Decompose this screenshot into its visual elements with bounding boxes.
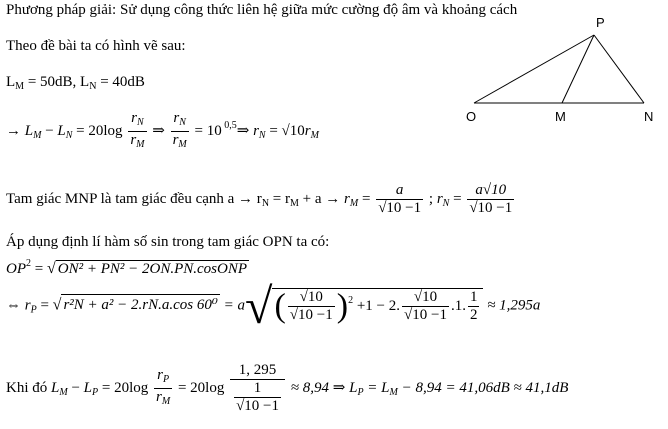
op-squared-equation bbox=[6, 258, 249, 278]
fraction-denominator: √10 −1 bbox=[236, 398, 280, 414]
log-expression: = 20log bbox=[98, 379, 149, 396]
rn-fraction bbox=[467, 182, 514, 217]
equivalence-arrow: ⇔ bbox=[6, 297, 25, 314]
equilateral-triangle-equation bbox=[6, 182, 516, 217]
fraction-numerator: a bbox=[376, 182, 423, 200]
level-difference-equation bbox=[6, 110, 319, 153]
square-exponent: 2 bbox=[26, 258, 31, 269]
fraction-numerator: 1, 295 bbox=[230, 362, 285, 380]
rm-subscript: M bbox=[290, 197, 299, 209]
lm-subscript: M bbox=[33, 129, 42, 141]
product-dots: .1. bbox=[450, 297, 466, 314]
log-expression: = 20log bbox=[72, 122, 123, 139]
rm-subscript: M bbox=[178, 139, 187, 150]
fraction-denominator: 2 bbox=[469, 307, 478, 323]
sine-law-intro: Áp dụng định lí hàm số sin trong tam giác OPN ta có: bbox=[6, 234, 330, 250]
triangle-figure bbox=[460, 14, 660, 124]
rm-symbol: r bbox=[130, 132, 137, 148]
fraction-denominator bbox=[171, 132, 189, 153]
figure-intro-text: Theo đề bài ta có hình vẽ sau: bbox=[6, 38, 186, 54]
rm-subscript: M bbox=[349, 197, 359, 209]
rm-symbol: r bbox=[156, 389, 162, 405]
final-result: − 8,94 = 41,06dB ≈ 41,1dB bbox=[397, 379, 569, 396]
fraction-denominator bbox=[154, 389, 172, 410]
given-values bbox=[6, 74, 145, 92]
rn-subscript: N bbox=[258, 129, 266, 141]
then-text: Khi đó bbox=[6, 379, 51, 396]
fraction-denominator: √10 −1 bbox=[289, 307, 333, 323]
separator: ; bbox=[425, 190, 437, 207]
rp-equation bbox=[6, 278, 541, 334]
rp-subscript: P bbox=[30, 304, 37, 316]
fraction-numerator: √10 bbox=[402, 289, 449, 307]
label-n: N bbox=[644, 109, 654, 124]
rn-subscript: N bbox=[179, 117, 186, 128]
radicand: ON² + PN² − 2ON.PN.cosONP bbox=[57, 261, 247, 277]
lm-subscript: M bbox=[59, 386, 68, 398]
big-radical-sign: √ bbox=[245, 278, 273, 334]
method-heading: Phương pháp giải: Sử dụng công thức liên hệ giữa mức cường độ âm và khoảng cách bbox=[6, 2, 518, 18]
lm-subscript: M bbox=[389, 386, 398, 398]
radical-sign: √ bbox=[52, 296, 62, 314]
lp-symbol: L bbox=[349, 379, 358, 396]
close-paren: ) bbox=[336, 287, 349, 325]
fraction-numerator: a√10 bbox=[467, 182, 514, 200]
equals-sign: = bbox=[358, 190, 375, 207]
fraction-numerator bbox=[154, 367, 172, 389]
rn-symbol: r bbox=[173, 110, 180, 126]
equals-sign: = bbox=[31, 261, 47, 277]
implies-arrow: ⇒ bbox=[152, 122, 169, 139]
equals-sign: = bbox=[363, 379, 382, 396]
minus-sign: − bbox=[67, 379, 84, 396]
nested-fraction bbox=[234, 380, 281, 415]
rm-fraction bbox=[376, 182, 423, 217]
lp-subscript: P bbox=[92, 386, 99, 398]
fraction-denominator bbox=[128, 132, 146, 153]
fraction-numerator: 1 bbox=[234, 380, 281, 398]
final-level-equation bbox=[6, 362, 568, 415]
exponent: 0,5 bbox=[221, 119, 237, 131]
line-mp bbox=[562, 35, 594, 103]
rm-symbol: r bbox=[344, 190, 350, 207]
rp-symbol: r bbox=[157, 367, 163, 383]
op-symbol: OP bbox=[6, 261, 26, 277]
implies-arrow-2: ⇒ bbox=[236, 122, 254, 139]
fraction-numerator: √10 bbox=[288, 289, 335, 307]
log-expression-2: = 20log bbox=[174, 379, 225, 396]
given-text-1: = 50dB, L bbox=[24, 74, 90, 90]
sqrt10-factor: = √10 bbox=[265, 122, 305, 139]
rn-subscript: N bbox=[261, 197, 270, 209]
lm-symbol: L bbox=[6, 74, 16, 90]
triangle-text: Tam giác MNP là tam giác đều cạnh a → r bbox=[6, 190, 262, 207]
fraction-numerator bbox=[171, 110, 189, 132]
power-of-ten: = 10 bbox=[194, 122, 222, 139]
rn-over-rm-fraction bbox=[128, 110, 146, 153]
rn-subscript: N bbox=[136, 117, 144, 128]
plus-a-arrow: + a → bbox=[298, 190, 345, 207]
rm-subscript: M bbox=[161, 396, 171, 407]
lp-symbol: L bbox=[83, 379, 92, 396]
rm-subscript: M bbox=[136, 139, 145, 150]
fraction-denominator bbox=[230, 380, 285, 415]
equals-a: = a bbox=[219, 297, 246, 314]
equals-sign: = bbox=[449, 190, 466, 207]
approx-8-94: ≈ 8,94 ⇒ bbox=[287, 379, 350, 396]
fraction-denominator: √10 −1 bbox=[469, 200, 513, 216]
rm-symbol: r bbox=[304, 122, 311, 139]
middle-terms: +1 − 2. bbox=[353, 297, 400, 314]
lm-symbol: L bbox=[51, 379, 60, 396]
ratio-fraction bbox=[230, 362, 285, 415]
lp-subscript: P bbox=[357, 386, 364, 398]
label-o: O bbox=[466, 109, 477, 124]
fraction-denominator: √10 −1 bbox=[378, 200, 422, 216]
rp-symbol: r bbox=[24, 297, 31, 314]
half-fraction bbox=[468, 289, 480, 324]
given-text-2: = 40dB bbox=[96, 74, 145, 90]
lm-subscript: M bbox=[15, 81, 25, 92]
equals-sign: = bbox=[36, 297, 53, 314]
lm-symbol: L bbox=[381, 379, 390, 396]
ln-symbol: L bbox=[57, 122, 66, 139]
radical-sign: √ bbox=[46, 260, 56, 277]
rn-over-rm-fraction-2 bbox=[171, 110, 189, 153]
arrow: → bbox=[6, 122, 25, 139]
fraction-denominator: √10 −1 bbox=[404, 307, 447, 323]
minus-sign: − bbox=[41, 122, 58, 139]
square-exponent: 2 bbox=[348, 294, 354, 306]
big-radicand bbox=[272, 288, 483, 324]
eq-rm: = r bbox=[269, 190, 291, 207]
rn-symbol: r bbox=[253, 122, 259, 139]
open-paren: ( bbox=[274, 287, 286, 325]
rm-subscript: M bbox=[310, 129, 319, 141]
approx-result: ≈ 1,295a bbox=[483, 297, 541, 314]
line-np bbox=[594, 35, 644, 103]
label-m: M bbox=[555, 109, 566, 124]
rm-symbol: r bbox=[172, 132, 179, 148]
line-op bbox=[474, 35, 594, 103]
sqrt10-fraction-2 bbox=[402, 289, 449, 324]
rp-subscript: P bbox=[162, 374, 170, 385]
rn-symbol: r bbox=[436, 190, 443, 207]
label-p: P bbox=[596, 15, 605, 30]
rn-symbol: r bbox=[131, 110, 137, 126]
rn-subscript: N bbox=[442, 197, 450, 209]
ln-subscript: N bbox=[65, 129, 73, 141]
fraction-numerator bbox=[128, 110, 146, 132]
fraction-numerator: 1 bbox=[469, 289, 478, 305]
sqrt10-fraction bbox=[288, 289, 335, 324]
rp-over-rm-fraction bbox=[154, 367, 172, 410]
radicand: r²N + a² − 2.rN.a.cos 60⁰ bbox=[61, 294, 219, 314]
lm-symbol: L bbox=[24, 122, 34, 139]
ln-subscript: N bbox=[89, 81, 97, 92]
